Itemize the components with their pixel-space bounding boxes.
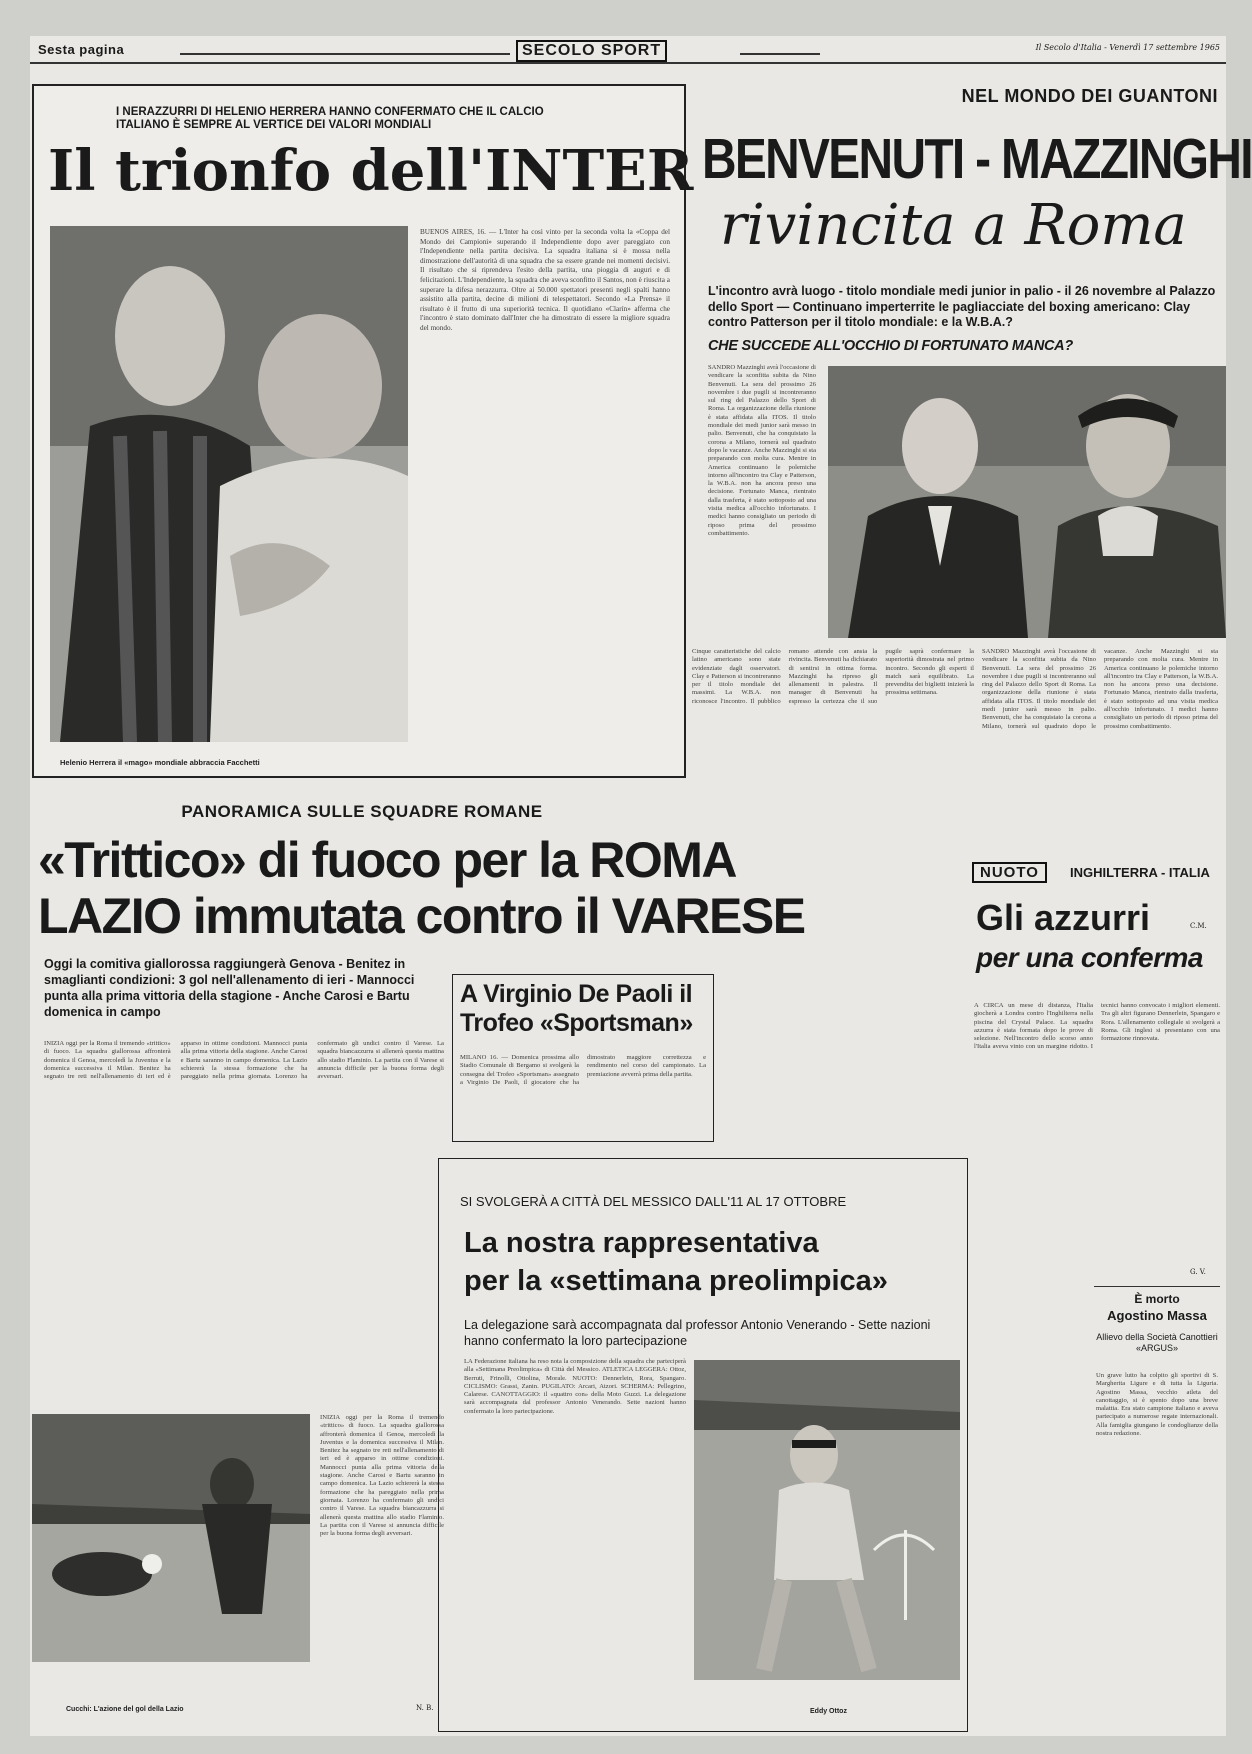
preolimpica-kicker: SI SVOLGERÀ A CITTÀ DEL MESSICO DALL'11 AL 17 OTTOBRE xyxy=(460,1194,847,1209)
obituary-headline-1: È morto xyxy=(1134,1292,1180,1306)
preolimpica-body-text: LA Federazione italiana ha reso nota la composizione della squadra che parteciperà alla «Settimana Preolimpica» di Città del Messico. ATLETICA LEGGERA: Ottoz, Berruti, Frinolli, Ottolina, Morale. NUOTO: Dennerlein, Rora, Spangaro. CICLISMO: Grassi, Zanin. PUGILATO: Arcari, Atzori. SCHERMA: Pellegrino, Calarese. CANOTTAGGIO: il «quattro con» della Moto Guzzi. La delegazione sarà accompagnata dal professor Antonio Venerando. Sette nazioni hanno confermato la loro partecipazione. xyxy=(464,1358,686,1415)
nuoto-body-text: A CIRCA un mese di distanza, l'Italia giocherà a Londra contro l'Inghilterra nella piscina del Crystal Palace. La squadra azzurra è stata formata dopo le prove di selezione. Nell'incontro dello scorso anno l'Italia aveva vinto con un margine ridotto. I tecnici hanno convocato i migliori elementi. Tra gli altri figurano Dennerlein, Spangaro e Rora. L'allenamento collegiale si svolgerà a Roma. Gli inglesi si presentano con una formazione rinnovata. xyxy=(974,1002,1220,1051)
roma-body-continuation: INIZIA oggi per la Roma il tremendo «trittico» di fuoco. La squadra giallorossa affronterà domenica il Genoa, mercoledì la Juventus e la domenica successiva il Milan. Benitez ha segnato tre reti nell'allenamento di ieri ed è apparso in ottime condizioni. Mannocci punta alla prima vittoria della stagione. Anche Carosi e Bartu saranno in campo domenica. La Lazio schiererà la stessa formazione che ha pareggiato nella prima giornata. Lorenzo ha confermato gli undici contro il Varese. La squadra biancazzurra si allenerà questa mattina allo stadio Flaminio. La partita con il Varese si annuncia difficile per la buona forma degli avversari. xyxy=(320,1414,444,1538)
boxing-headline-2: rivincita a Roma xyxy=(720,193,1187,258)
newspaper-page: Sesta pagina SECOLO SPORT Il Secolo d'Italia - Venerdì 17 settembre 1965 I NERAZZURRI DI HELENIO HERRERA HANNO CONFERMATO CHE IL CALCIO ITALIANO È SEMPRE AL VERTICE DEI VALORI MONDIALI Il trionfo dell'INTER Helenio Herrera il «mago» mondiale abbraccia Facchetti BUENOS AIRES, 16. — L'Inter ha così vinto per la seconda volta la «Coppa del Mondo dei Campioni» superando il Independiente dopo aver pareggiato con l'Independiente nella partita decisiva. La squadra italiana si è mossa nella dimostrazione dell'autorità di una squadra che sa essere grande nei momenti decisivi. Il risultato che si riprendeva l'esito della partita, una pioggia di auguri e di felicitazioni. L'Independiente, la squadra che aveva sconfitto il Santos, non è riuscita a superare la difesa nerazzurra. Oltre ai 50.000 spettatori presenti negli spalti hanno assistito alla partita, decine di milioni di telespettatori. Secondo «La Prensa» il risultato è il frutto di una superiorità tecnica. Il quotidiano «Clarín» afferma che l'incontro è stato dominato dall'Inter che ha dimostrato di essere la migliore squadra del mondo. NEL MONDO DEI GUANTONI BENVENUTI - MAZZINGHI rivincita a Roma L'incontro avrà luogo - titolo mondiale medi junior in palio - il 26 novembre al Palazzo dello Sport — Continuano imperterrite le pagliacciate del boxing americano: Clay contro Patterson per il titolo mondiale: e la W.B.A.? CHE SUCCEDE ALL'OCCHIO DI FORTUNATO MANCA? SANDRO Mazzinghi avrà l'occasione di vendicare la sconfitta subita da Nino Benvenuti. La sera del prossimo 26 novembre i due pugili si incontreranno sul ring del Palazzo dello Sport di Roma. La organizzazione della riunione è stata affidata alla ITOS. Il titolo mondiale dei medi junior sarà messo in palio. Benvenuti, che ha conquistato la corona a Milano, tornerà sul quadrato dopo le vacanze. Anche Mazzinghi si sta preparando con molta cura. Mentre in America continuano le polemiche intorno all'incontro tra Clay e Patterson, la W.B.A. non ha ancora preso una decisione. Fortunato Manca, rientrato dalla trasferta, è stato sottoposto ad una visita medica all'occhio infortunato. I medici hanno consigliato un periodo di riposo prima del prossimo combattimento. Cinque caratteristiche del calcio latino americano sono state evidenziate dagli osservatori. Clay e Patterson si incontreranno per il titolo mondiale dei massimi. La W.B.A. non riconosce l'incontro. Il pubblico romano attende con ansia la rivincita. Benvenuti ha dichiarato di sentirsi in ottima forma. Mazzinghi ha ripreso gli allenamenti in palestra. Il manager di Benvenuti ha espresso la certezza che il suo pugile saprà confermare la superiorità dimostrata nel primo incontro. Secondo gli esperti il match sarà equilibrato. La prevendita dei biglietti inizierà la prossima settimana. SANDRO Mazzinghi avrà l'occasione di vendicare la sconfitta subita da Nino Benvenuti. La sera del prossimo 26 novembre i due pugili si incontreranno sul ring del Palazzo dello Sport di Roma. La organizzazione della riunione è stata affidata alla ITOS. Il titolo mondiale dei medi junior sarà messo in palio. Benvenuti, che ha conquistato la corona a Milano, tornerà sul quadrato dopo le vacanze. Anche Mazzinghi si sta preparando con molta cura. Mentre in America continuano le polemiche intorno all'incontro tra Clay e Patterson, la W.B.A. non ha ancora preso una decisione. Fortunato Manca, rientrato dalla trasferta, è stato sottoposto ad una visita medica all'occhio infortunato. I medici hanno consigliato un periodo di riposo prima del prossimo combattimento. C.M. PANORAMICA SULLE SQUADRE ROMANE «Trittico» di fuoco per la ROMA LAZIO immutata contro il VARESE Oggi la comitiva giallorossa raggiungerà Genova - Benitez in smaglianti condizioni: 3 gol nell'allenamento di ieri - Mannocci punta alla prima vittoria della stagione - Anche Carosi e Bartu domenica in campo INIZIA oggi per la Roma il tremendo «trittico» di fuoco. La squadra giallorossa affronterà domenica il Genoa, mercoledì la Juventus e la domenica successiva il Milan. Benitez ha segnato tre reti nell'allenamento di ieri ed è apparso in ottime condizioni. Mannocci punta alla prima vittoria della stagione. Anche Carosi e Bartu saranno in campo domenica. La Lazio schiererà la stessa formazione che ha pareggiato nella prima giornata. Lorenzo ha confermato gli undici contro il Varese. La squadra biancazzurra si allenerà questa mattina allo stadio Flaminio. La partita con il Varese si annuncia difficile per la buona forma degli avversari. Cucchi: L'azione del gol della Lazio INIZIA oggi per la Roma il tremendo «trittico» di fuoco. La squadra giallorossa affronterà domenica il Genoa, mercoledì la Juventus e la domenica successiva il Milan. Benitez ha segnato tre reti nell'allenamento di ieri ed è apparso in ottime condizioni. Mannocci punta alla prima vittoria della stagione. Anche Carosi e Bartu saranno in campo domenica. La Lazio schiererà la stessa formazione che ha pareggiato nella prima giornata. Lorenzo ha confermato gli undici contro il Varese. La squadra biancazzurra si allenerà questa mattina allo stadio Flaminio. La partita con il Varese si annuncia difficile per la buona forma degli avversari. N. B. A Virginio De Paoli il Trofeo «Sportsman» MILANO 16. — Domenica prossima allo Stadio Comunale di Bergamo si svolgerà la consegna del Trofeo «Sportsman» assegnato a Virginio De Paoli, il giocatore che ha dimostrato maggiore correttezza e rendimento nel corso del campionato. La premiazione avverrà prima della partita. SI SVOLGERÀ A CITTÀ DEL MESSICO DALL'11 AL 17 OTTOBRE La nostra rappresentativa per la «settimana preolimpica» La delegazione sarà accompagnata dal professor Antonio Venerando - Sette nazioni hanno confermato la loro partecipazione LA Federazione italiana ha reso nota la composizione della squadra che parteciperà alla «Settimana Preolimpica» di Città del Messico. ATLETICA LEGGERA: Ottoz, Berruti, Frinolli, Ottolina, Morale. NUOTO: Dennerlein, Rora, Spangaro. CICLISMO: Grassi, Zanin. PUGILATO: Arcari, Atzori. SCHERMA: Pellegrino, Calarese. CANOTTAGGIO: il «quattro con» della Moto Guzzi. La delegazione sarà accompagnata dal professor Antonio Venerando. Sette nazioni hanno confermato la loro partecipazione. Eddy Ottoz NUOTO INGHILTERRA - ITALIA Gli azzurri per una conferma A CIRCA un mese di distanza, l'Italia giocherà a Londra contro l'Inghilterra nella piscina del Crystal Palace. La squadra azzurra è stata formata dopo le prove di selezione. Nell'incontro dello scorso anno l'Italia aveva vinto con un margine ridotto. I tecnici hanno convocato i migliori elementi. Tra gli altri figurano Dennerlein, Spangaro e Rora. L'allenamento collegiale si svolgerà a Roma. Gli inglesi si presentano con una formazione rinnovata. G. V. È morto Agostino Massa Allievo della Società Canottieri «ARGUS» Un grave lutto ha colpito gli sportivi di S. Margherita Ligure e di tutta la Liguria. Agostino Massa, vecchio atleta del canottaggio, si è spento dopo una breve malattia. Era stato campione italiano e aveva partecipato a numerose regate internazionali. Alla famiglia giungano le condoglianze della nostra redazione. xyxy=(30,36,1226,1736)
boxing-deck: L'incontro avrà luogo - titolo mondiale medi junior in palio - il 26 novembre al Palazzo dello Sport — Continuano imperterrite le pagliacciate del boxing americano: Clay contro Patterson per il titolo mondiale: e la W.B.A.? xyxy=(708,284,1216,329)
preolimpica-photo xyxy=(694,1360,960,1680)
nuoto-label: NUOTO xyxy=(972,862,1047,883)
roma-deck: Oggi la comitiva giallorossa raggiungerà Genova - Benitez in smaglianti condizioni: 3 gol nell'allenamento di ieri - Mannocci punta alla prima vittoria della stagione - Anche Carosi e Bartu domenica in campo xyxy=(44,957,415,1019)
boxing-kicker: NEL MONDO DEI GUANTONI xyxy=(961,86,1218,106)
obituary-headline-2: Agostino Massa xyxy=(1107,1308,1207,1323)
roma-photo xyxy=(32,1414,310,1662)
inter-kicker: I NERAZZURRI DI HELENIO HERRERA HANNO CONFERMATO CHE IL CALCIO ITALIANO È SEMPRE AL VERTICE DEI VALORI MONDIALI xyxy=(116,106,544,131)
boxing-continuation-text: SANDRO Mazzinghi avrà l'occasione di vendicare la sconfitta subita da Nino Benvenuti. La sera del prossimo 26 novembre i due pugili si incontreranno sul ring del Palazzo dello Sport di Roma. La organizzazione della riunione è stata affidata alla ITOS. Il titolo mondiale dei medi junior sarà messo in palio. Benvenuti, che ha conquistato la corona a Milano, tornerà sul quadrato dopo le vacanze. Anche Mazzinghi si sta preparando con molta cura. Mentre in America continuano le polemiche intorno all'incontro tra Clay e Patterson, la W.B.A. non ha ancora preso una decisione. Fortunato Manca, rientrato dalla trasferta, è stato sottoposto ad una visita medica all'occhio infortunato. I medici hanno consigliato un periodo di riposo prima del prossimo combattimento. xyxy=(982,648,1218,730)
boxing-headline-1: BENVENUTI - MAZZINGHI xyxy=(702,127,1252,191)
masthead-left: Sesta pagina xyxy=(38,42,125,57)
obituary-deck: Allievo della Società Canottieri «ARGUS» xyxy=(1096,1332,1218,1353)
masthead-dateline: Il Secolo d'Italia - Venerdì 17 settembre 1965 xyxy=(1035,43,1220,52)
roma-photo-caption: Cucchi: L'azione del gol della Lazio xyxy=(66,1706,184,1713)
inter-headline: Il trionfo dell'INTER xyxy=(48,138,694,204)
inter-photo-caption: Helenio Herrera il «mago» mondiale abbraccia Facchetti xyxy=(60,758,260,767)
depaoli-body-text: MILANO 16. — Domenica prossima allo Stadio Comunale di Bergamo si svolgerà la consegna del Trofeo «Sportsman» assegnato a Virginio De Paoli, il giocatore che ha dimostrato maggiore correttezza e rendimento nel corso del campionato. La premiazione avverrà prima della partita. xyxy=(460,1054,706,1086)
nuoto-signature: G. V. xyxy=(1190,1268,1206,1276)
depaoli-headline: A Virginio De Paoli il Trofeo «Sportsman» xyxy=(460,980,693,1037)
nuoto-topic: INGHILTERRA - ITALIA xyxy=(1070,865,1210,880)
roma-signature: N. B. xyxy=(416,1704,434,1712)
preolimpica-headline-2: per la «settimana preolimpica» xyxy=(464,1265,888,1297)
roma-kicker: PANORAMICA SULLE SQUADRE ROMANE xyxy=(181,802,543,821)
inter-photo xyxy=(50,226,408,742)
boxing-subhead: CHE SUCCEDE ALL'OCCHIO DI FORTUNATO MANCA? xyxy=(708,338,1073,354)
middle-column-text: Cinque caratteristiche del calcio latino americano sono state evidenziate dagli osservatori. Clay e Patterson si incontreranno per il titolo mondiale dei massimi. La W.B.A. non riconosce l'incontro. Il pubblico romano attende con ansia la rivincita. Benvenuti ha dichiarato di sentirsi in ottima forma. Mazzinghi ha ripreso gli allenamenti in palestra. Il manager di Benvenuti ha espresso la certezza che il suo pugile saprà confermare la superiorità dimostrata nel primo incontro. Secondo gli esperti il match sarà equilibrato. La prevendita dei biglietti inizierà la prossima settimana. xyxy=(692,648,974,705)
preolimpica-headline-1: La nostra rappresentativa xyxy=(464,1227,819,1259)
roma-headline-2: LAZIO immutata contro il VARESE xyxy=(38,888,805,944)
obituary-body-text: Un grave lutto ha colpito gli sportivi di S. Margherita Ligure e di tutta la Liguria. Agostino Massa, vecchio atleta del canottaggio, si è spento dopo una breve malattia. Era stato campione italiano e aveva partecipato a numerose regate internazionali. Alla famiglia giungano le condoglianze della nostra redazione. xyxy=(1096,1372,1218,1438)
roma-body-text: INIZIA oggi per la Roma il tremendo «trittico» di fuoco. La squadra giallorossa affronterà domenica il Genoa, mercoledì la Juventus e la domenica successiva il Milan. Benitez ha segnato tre reti nell'allenamento di ieri ed è apparso in ottime condizioni. Mannocci punta alla prima vittoria della stagione. Anche Carosi e Bartu saranno in campo domenica. La Lazio schiererà la stessa formazione che ha pareggiato nella prima giornata. Lorenzo ha confermato gli undici contro il Varese. La squadra biancazzurra si allenerà questa mattina allo stadio Flaminio. La partita con il Varese si annuncia difficile per la buona forma degli avversari. xyxy=(44,1040,444,1081)
preolimpica-deck: La delegazione sarà accompagnata dal professor Antonio Venerando - Sette nazioni hanno confermato la loro partecipazione xyxy=(464,1318,931,1348)
inter-body-text: BUENOS AIRES, 16. — L'Inter ha così vinto per la seconda volta la «Coppa del Mondo dei Campioni» superando il Independiente dopo aver pareggiato con l'Independiente nella partita decisiva. La squadra italiana si è mossa nella dimostrazione dell'autorità di una squadra che sa essere grande nei momenti decisivi. Il risultato che si riprendeva l'esito della partita, una pioggia di auguri e di felicitazioni. L'Independiente, la squadra che aveva sconfitto il Santos, non è riuscita a superare la difesa nerazzurra. Oltre ai 50.000 spettatori presenti negli spalti hanno assistito alla partita, decine di milioni di telespettatori. Secondo «La Prensa» il risultato è il frutto di una superiorità tecnica. Il quotidiano «Clarín» afferma che l'incontro è stato dominato dall'Inter che ha dimostrato di essere la migliore squadra del mondo. xyxy=(420,228,670,332)
boxing-body-text: SANDRO Mazzinghi avrà l'occasione di vendicare la sconfitta subita da Nino Benvenuti. La sera del prossimo 26 novembre i due pugili si incontreranno sul ring del Palazzo dello Sport di Roma. La organizzazione della riunione è stata affidata alla ITOS. Il titolo mondiale dei medi junior sarà messo in palio. Benvenuti, che ha conquistato la corona a Milano, tornerà sul quadrato dopo le vacanze. Anche Mazzinghi si sta preparando con molta cura. Mentre in America continuano le polemiche intorno all'incontro tra Clay e Patterson, la W.B.A. non ha ancora preso una decisione. Fortunato Manca, rientrato dalla trasferta, è stato sottoposto ad una visita medica all'occhio infortunato. I medici hanno consigliato un periodo di riposo prima del prossimo combattimento. xyxy=(708,364,816,537)
nuoto-headline-1: Gli azzurri xyxy=(976,897,1151,938)
roma-headline-1: «Trittico» di fuoco per la ROMA xyxy=(38,832,737,888)
masthead-section: SECOLO SPORT xyxy=(516,40,667,62)
boxing-photo xyxy=(828,366,1226,638)
nuoto-headline-2: per una conferma xyxy=(976,942,1203,973)
preolimpica-photo-caption: Eddy Ottoz xyxy=(810,1708,847,1715)
